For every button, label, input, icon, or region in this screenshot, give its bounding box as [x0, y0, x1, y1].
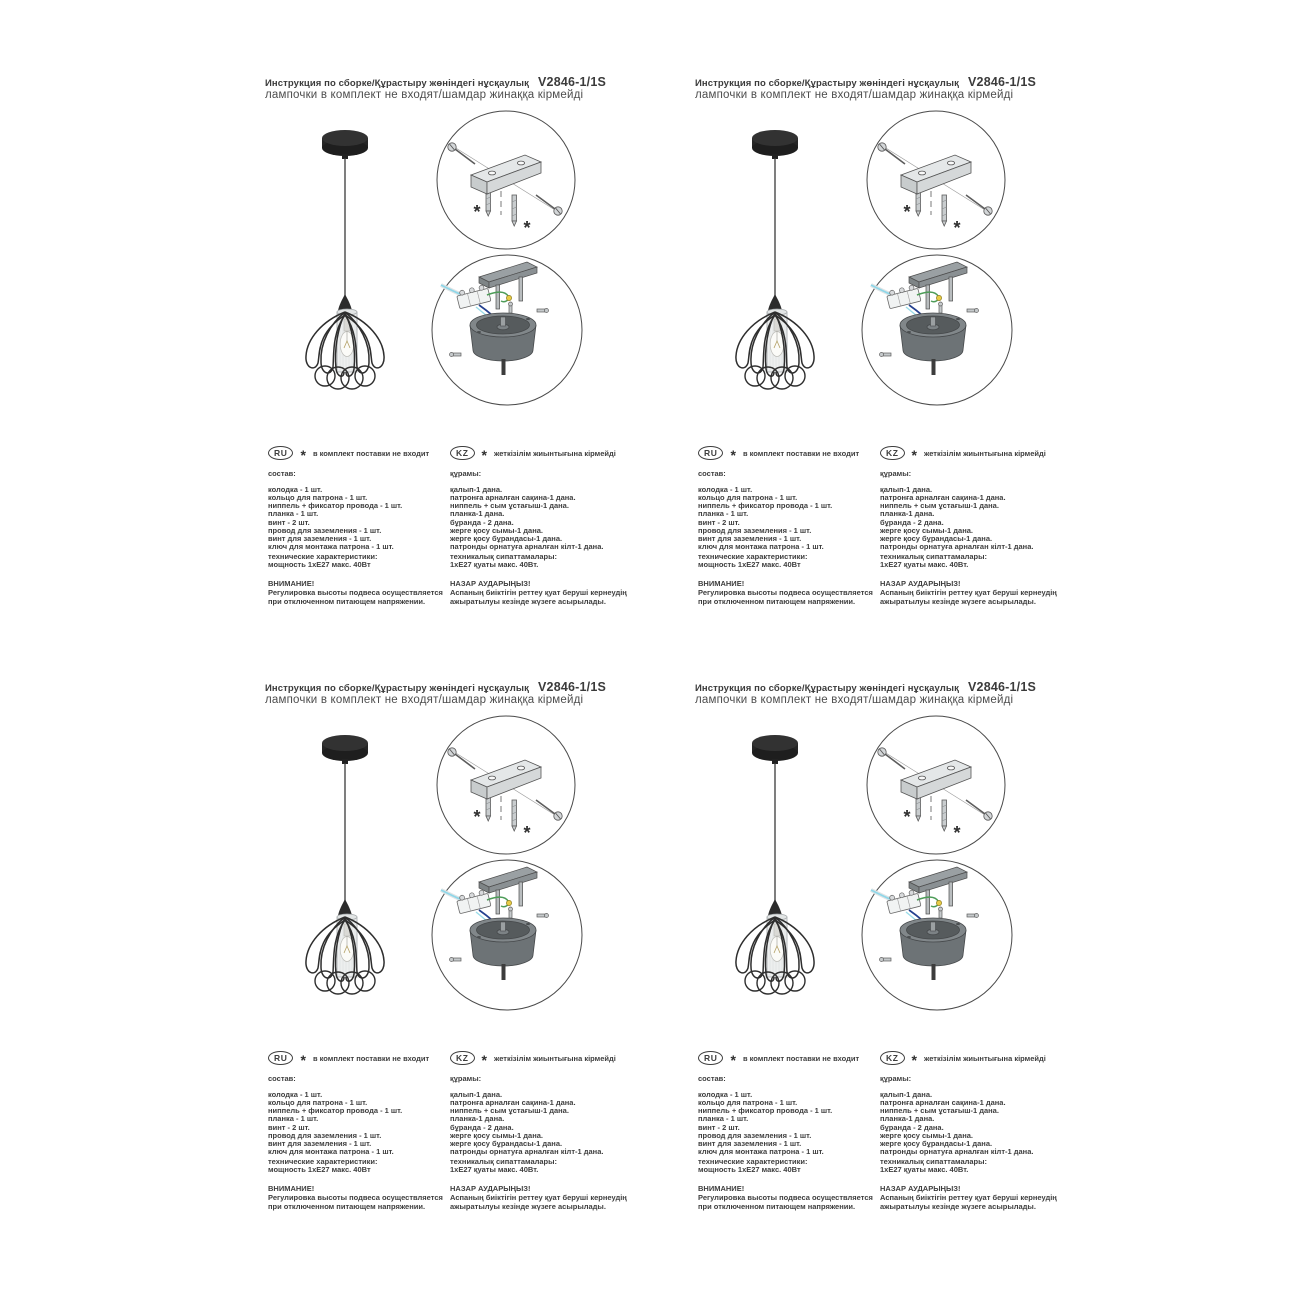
part-item: винт - 2 шт.: [268, 1122, 310, 1132]
part-item: патронға арналған сақина-1 дана.: [880, 493, 1006, 503]
ru-language-badge: RU: [268, 446, 293, 461]
part-item: провод для заземления - 1 шт.: [268, 1130, 382, 1140]
ru-language-badge: RU: [698, 1051, 723, 1066]
part-item: патронға арналған сақина-1 дана.: [450, 493, 576, 503]
kz-not-included-note: жеткізілім жиынтығына кірмейді: [493, 448, 616, 458]
asterisk-icon: *: [481, 447, 487, 463]
kz-specs-title: техникалық сипаттамалары:: [880, 552, 988, 561]
cage-bottom-loops: [315, 971, 375, 994]
part-item: планка-1 дана.: [450, 1114, 505, 1124]
cage-finial: [338, 899, 352, 916]
part-item: кольцо для патрона - 1 шт.: [698, 493, 798, 503]
ru-warning-text: [268, 589, 446, 606]
instruction-sheet: [695, 75, 1125, 680]
ceiling-canopy: [322, 130, 368, 159]
kz-language-badge: KZ: [450, 446, 475, 461]
part-item: винт для заземления - 1 шт.: [268, 1138, 372, 1148]
ru-specs-value: мощность 1хЕ27 макс. 40Вт: [268, 560, 371, 569]
part-item: планка - 1 шт.: [698, 1114, 749, 1124]
header-subtitle: лампочки в комплект не входят/шамдар жинаққа кірмейді: [695, 694, 1014, 706]
instruction-sheet: [265, 75, 695, 680]
ru-specs-title: технические характеристики:: [268, 1157, 378, 1166]
canopy-cup: [900, 918, 966, 966]
mounting-bracket-diagram: [433, 714, 579, 860]
part-item: жерге қосу бұрандасы-1 дана.: [880, 1138, 993, 1148]
ru-language-badge: RU: [268, 1051, 293, 1066]
part-item: провод для заземления - 1 шт.: [698, 1130, 812, 1140]
pendant-lamp-drawing: [725, 730, 825, 1002]
kz-specs-value: 1хЕ27 қуаты макс. 40Вт.: [880, 560, 969, 569]
ru-specs-value: мощность 1хЕ27 макс. 40Вт: [698, 560, 801, 569]
part-item: ниппель + фиксатор провода - 1 шт.: [698, 1106, 833, 1116]
part-item: ниппель + фиксатор провода - 1 шт.: [268, 1106, 403, 1116]
ru-specs-title: технические характеристики:: [698, 1157, 808, 1166]
header-title: Инструкция по сборке/Құрастыру жөніндегі нұсқаулық: [265, 78, 529, 89]
ru-language-badge: RU: [698, 446, 723, 461]
part-item: винт - 2 шт.: [698, 1122, 740, 1132]
kz-not-included-note: жеткізілім жиынтығына кірмейді: [923, 448, 1046, 458]
asterisk-icon: *: [730, 447, 736, 463]
kz-specs-title: техникалық сипаттамалары:: [450, 552, 558, 561]
cup-hole: [477, 331, 481, 333]
part-item: планка - 1 шт.: [268, 509, 319, 519]
kz-specs-value: 1хЕ27 қуаты макс. 40Вт.: [880, 1165, 969, 1174]
warning-line: при отключенном питающем напряжении.: [698, 1201, 856, 1211]
ru-warning-title: ВНИМАНИЕ!: [268, 579, 315, 588]
asterisk-icon: *: [473, 807, 481, 827]
ru-parts-list: [698, 1091, 876, 1156]
kz-specs-title: техникалық сипаттамалары:: [880, 1157, 988, 1166]
ground-terminal: [936, 900, 941, 905]
part-item: кольцо для патрона - 1 шт.: [268, 493, 368, 503]
cup-hole: [907, 936, 911, 938]
mounting-bracket-diagram: [433, 109, 579, 255]
kz-warning-text: [880, 1194, 1070, 1211]
ru-warning-title: ВНИМАНИЕ!: [698, 1184, 745, 1193]
part-item: кольцо для патрона - 1 шт.: [698, 1098, 798, 1108]
asterisk-icon: *: [523, 218, 531, 238]
cage-finial: [338, 294, 352, 311]
ru-composition-title: состав:: [268, 1074, 296, 1083]
ru-not-included-note: в комплект поставки не входит: [312, 1053, 430, 1063]
model-number: V2846-1/1S: [538, 75, 607, 89]
asterisk-icon: *: [911, 1052, 917, 1068]
asterisk-icon: *: [473, 202, 481, 222]
pendant-lamp-drawing: [295, 125, 395, 397]
pendant-stem: [502, 964, 506, 980]
ru-composition-title: состав:: [268, 469, 296, 478]
cup-hole: [956, 318, 960, 320]
part-item: жерге қосу сымы-1 дана.: [450, 525, 544, 535]
asterisk-icon: *: [730, 1052, 736, 1068]
asterisk-icon: *: [903, 807, 911, 827]
kz-badge-row: [450, 445, 616, 461]
asterisk-icon: *: [523, 823, 531, 843]
model-number: V2846-1/1S: [538, 680, 607, 694]
kz-parts-list: [450, 486, 640, 551]
warning-line: ажыратылуы кезінде жүзеге асырылады.: [880, 1201, 1036, 1211]
ru-parts-list: [268, 486, 446, 551]
pendant-stem: [932, 359, 936, 375]
ground-terminal: [506, 295, 511, 300]
asterisk-icon: *: [300, 447, 306, 463]
kz-specs-value: 1хЕ27 қуаты макс. 40Вт.: [450, 1165, 539, 1174]
kz-parts-list: [880, 486, 1070, 551]
warning-line: Регулировка высоты подвеса осуществляется: [698, 1193, 873, 1202]
canopy-cup: [900, 313, 966, 361]
kz-composition-title: құрамы:: [450, 1074, 482, 1083]
part-item: қалып-1 дана.: [880, 1090, 933, 1099]
part-item: бұранда - 2 дана.: [450, 1122, 514, 1132]
ru-not-included-note: в комплект поставки не входит: [742, 448, 860, 458]
kz-language-badge: KZ: [880, 1051, 905, 1066]
part-item: провод для заземления - 1 шт.: [698, 525, 812, 535]
pendant-stem: [932, 964, 936, 980]
part-item: патронды орнатуға арналған кілт-1 дана.: [880, 1147, 1034, 1157]
warning-line: при отключенном питающем напряжении.: [268, 596, 426, 606]
ru-composition-title: состав:: [698, 1074, 726, 1083]
part-item: ниппель + сым ұстағыш-1 дана.: [450, 1106, 569, 1116]
ru-warning-text: [698, 589, 876, 606]
cup-hole: [526, 923, 530, 925]
part-item: ключ для монтажа патрона - 1 шт.: [698, 542, 824, 552]
canopy-cup: [470, 918, 536, 966]
warning-line: при отключенном питающем напряжении.: [268, 1201, 426, 1211]
part-item: ключ для монтажа патрона - 1 шт.: [268, 542, 394, 552]
part-item: колодка - 1 шт.: [698, 485, 753, 494]
kz-composition-title: құрамы:: [880, 1074, 912, 1083]
part-item: ниппель + сым ұстағыш-1 дана.: [450, 501, 569, 511]
ru-parts-list: [268, 1091, 446, 1156]
sheet-header: [695, 75, 1036, 89]
warning-line: ажыратылуы кезінде жүзеге асырылады.: [880, 596, 1036, 606]
ground-terminal: [506, 900, 511, 905]
part-item: планка - 1 шт.: [698, 509, 749, 519]
kz-composition-title: құрамы:: [880, 469, 912, 478]
cage-finial: [768, 899, 782, 916]
warning-line: при отключенном питающем напряжении.: [698, 596, 856, 606]
kz-warning-title: НАЗАР АУДАРЫҢЫЗ!: [880, 1184, 961, 1193]
cage-bottom-loops: [745, 971, 805, 994]
pendant-lamp-drawing: [295, 730, 395, 1002]
warning-line: Регулировка высоты подвеса осуществляется: [698, 588, 873, 597]
part-item: жерге қосу сымы-1 дана.: [880, 525, 974, 535]
ru-specs-value: мощность 1хЕ27 макс. 40Вт: [268, 1165, 371, 1174]
part-item: бұранда - 2 дана.: [450, 517, 514, 527]
warning-line: Регулировка высоты подвеса осуществляется: [268, 1193, 443, 1202]
kz-badge-row: [880, 445, 1046, 461]
warning-line: Аспаның биіктігін реттеу қуат беруші кернеудің: [450, 1193, 627, 1202]
kz-language-badge: KZ: [880, 446, 905, 461]
part-item: жерге қосу бұрандасы-1 дана.: [880, 533, 993, 543]
kz-not-included-note: жеткізілім жиынтығына кірмейді: [923, 1053, 1046, 1063]
kz-warning-title: НАЗАР АУДАРЫҢЫЗ!: [880, 579, 961, 588]
sheet-header: [695, 680, 1036, 694]
part-item: ключ для монтажа патрона - 1 шт.: [268, 1147, 394, 1157]
pendant-stem: [502, 359, 506, 375]
part-item: патронды орнатуға арналған кілт-1 дана.: [450, 1147, 604, 1157]
part-item: планка-1 дана.: [880, 509, 935, 519]
ru-not-included-note: в комплект поставки не входит: [312, 448, 430, 458]
kz-not-included-note: жеткізілім жиынтығына кірмейді: [493, 1053, 616, 1063]
ru-parts-list: [698, 486, 876, 551]
ceiling-canopy: [752, 735, 798, 764]
canopy-wiring-diagram: [859, 858, 1015, 1014]
part-item: ключ для монтажа патрона - 1 шт.: [698, 1147, 824, 1157]
part-item: планка-1 дана.: [450, 509, 505, 519]
part-item: патронды орнатуға арналған кілт-1 дана.: [450, 542, 604, 552]
part-item: бұранда - 2 дана.: [880, 1122, 944, 1132]
part-item: винт для заземления - 1 шт.: [268, 533, 372, 543]
kz-specs-value: 1хЕ27 қуаты макс. 40Вт.: [450, 560, 539, 569]
ru-specs-title: технические характеристики:: [698, 552, 808, 561]
part-item: колодка - 1 шт.: [268, 1090, 323, 1099]
part-item: жерге қосу сымы-1 дана.: [880, 1130, 974, 1140]
cage-finial: [768, 294, 782, 311]
kz-specs-title: техникалық сипаттамалары:: [450, 1157, 558, 1166]
kz-badge-row: [880, 1050, 1046, 1066]
canopy-cup: [470, 313, 536, 361]
part-item: ниппель + сым ұстағыш-1 дана.: [880, 501, 999, 511]
canopy-wiring-diagram: [859, 253, 1015, 409]
ru-specs-value: мощность 1хЕ27 макс. 40Вт: [698, 1165, 801, 1174]
cage-bottom-loops: [745, 366, 805, 389]
kz-warning-text: [450, 1194, 640, 1211]
part-item: кольцо для патрона - 1 шт.: [268, 1098, 368, 1108]
header-subtitle: лампочки в комплект не входят/шамдар жинаққа кірмейді: [265, 694, 584, 706]
part-item: патронға арналған сақина-1 дана.: [450, 1098, 576, 1108]
ru-not-included-note: в комплект поставки не входит: [742, 1053, 860, 1063]
canopy-wiring-diagram: [429, 858, 585, 1014]
kz-composition-title: құрамы:: [450, 469, 482, 478]
ground-terminal: [936, 295, 941, 300]
kz-warning-title: НАЗАР АУДАРЫҢЫЗ!: [450, 579, 531, 588]
warning-line: Аспаның биіктігін реттеу қуат беруші кернеудің: [880, 588, 1057, 597]
part-item: қалып-1 дана.: [450, 1090, 503, 1099]
part-item: бұранда - 2 дана.: [880, 517, 944, 527]
part-item: ниппель + фиксатор провода - 1 шт.: [698, 501, 833, 511]
ru-badge-row: [698, 445, 859, 461]
part-item: жерге қосу сымы-1 дана.: [450, 1130, 544, 1140]
kz-parts-list: [450, 1091, 640, 1156]
model-number: V2846-1/1S: [968, 680, 1037, 694]
sheet-header: [265, 680, 606, 694]
part-item: колодка - 1 шт.: [268, 485, 323, 494]
part-item: жерге қосу бұрандасы-1 дана.: [450, 1138, 563, 1148]
ru-warning-title: ВНИМАНИЕ!: [268, 1184, 315, 1193]
ru-specs-title: технические характеристики:: [268, 552, 378, 561]
ru-badge-row: [698, 1050, 859, 1066]
part-item: жерге қосу бұрандасы-1 дана.: [450, 533, 563, 543]
asterisk-icon: *: [953, 823, 961, 843]
asterisk-icon: *: [953, 218, 961, 238]
kz-warning-text: [450, 589, 640, 606]
kz-warning-title: НАЗАР АУДАРЫҢЫЗ!: [450, 1184, 531, 1193]
model-number: V2846-1/1S: [968, 75, 1037, 89]
part-item: планка-1 дана.: [880, 1114, 935, 1124]
ru-warning-title: ВНИМАНИЕ!: [698, 579, 745, 588]
header-subtitle: лампочки в комплект не входят/шамдар жинаққа кірмейді: [265, 89, 584, 101]
part-item: винт - 2 шт.: [698, 517, 740, 527]
instruction-sheet: [695, 680, 1125, 1285]
header-title: Инструкция по сборке/Құрастыру жөніндегі нұсқаулық: [265, 683, 529, 694]
sheet-header: [265, 75, 606, 89]
ru-badge-row: [268, 445, 429, 461]
ru-warning-text: [268, 1194, 446, 1211]
warning-line: Аспаның биіктігін реттеу қуат беруші кернеудің: [450, 588, 627, 597]
header-title: Инструкция по сборке/Құрастыру жөніндегі нұсқаулық: [695, 683, 959, 694]
part-item: ниппель + фиксатор провода - 1 шт.: [268, 501, 403, 511]
part-item: ниппель + сым ұстағыш-1 дана.: [880, 1106, 999, 1116]
ceiling-canopy: [322, 735, 368, 764]
asterisk-icon: *: [300, 1052, 306, 1068]
part-item: провод для заземления - 1 шт.: [268, 525, 382, 535]
ru-composition-title: состав:: [698, 469, 726, 478]
warning-line: Регулировка высоты подвеса осуществляется: [268, 588, 443, 597]
asterisk-icon: *: [903, 202, 911, 222]
warning-line: Аспаның биіктігін реттеу қуат беруші кернеудің: [880, 1193, 1057, 1202]
warning-line: ажыратылуы кезінде жүзеге асырылады.: [450, 596, 606, 606]
cup-hole: [956, 923, 960, 925]
part-item: патронға арналған сақина-1 дана.: [880, 1098, 1006, 1108]
instruction-sheet: [265, 680, 695, 1285]
header-subtitle: лампочки в комплект не входят/шамдар жинаққа кірмейді: [695, 89, 1014, 101]
cup-hole: [526, 318, 530, 320]
cup-hole: [477, 936, 481, 938]
canopy-wiring-diagram: [429, 253, 585, 409]
asterisk-icon: *: [911, 447, 917, 463]
kz-warning-text: [880, 589, 1070, 606]
asterisk-icon: *: [481, 1052, 487, 1068]
header-title: Инструкция по сборке/Құрастыру жөніндегі нұсқаулық: [695, 78, 959, 89]
pendant-lamp-drawing: [725, 125, 825, 397]
kz-parts-list: [880, 1091, 1070, 1156]
part-item: колодка - 1 шт.: [698, 1090, 753, 1099]
part-item: планка - 1 шт.: [268, 1114, 319, 1124]
kz-badge-row: [450, 1050, 616, 1066]
mounting-bracket-diagram: [863, 109, 1009, 255]
ru-badge-row: [268, 1050, 429, 1066]
cage-bottom-loops: [315, 366, 375, 389]
ceiling-canopy: [752, 130, 798, 159]
cup-hole: [907, 331, 911, 333]
part-item: винт - 2 шт.: [268, 517, 310, 527]
part-item: винт для заземления - 1 шт.: [698, 1138, 802, 1148]
kz-language-badge: KZ: [450, 1051, 475, 1066]
ru-warning-text: [698, 1194, 876, 1211]
part-item: қалып-1 дана.: [450, 485, 503, 494]
part-item: винт для заземления - 1 шт.: [698, 533, 802, 543]
part-item: қалып-1 дана.: [880, 485, 933, 494]
part-item: патронды орнатуға арналған кілт-1 дана.: [880, 542, 1034, 552]
warning-line: ажыратылуы кезінде жүзеге асырылады.: [450, 1201, 606, 1211]
mounting-bracket-diagram: [863, 714, 1009, 860]
